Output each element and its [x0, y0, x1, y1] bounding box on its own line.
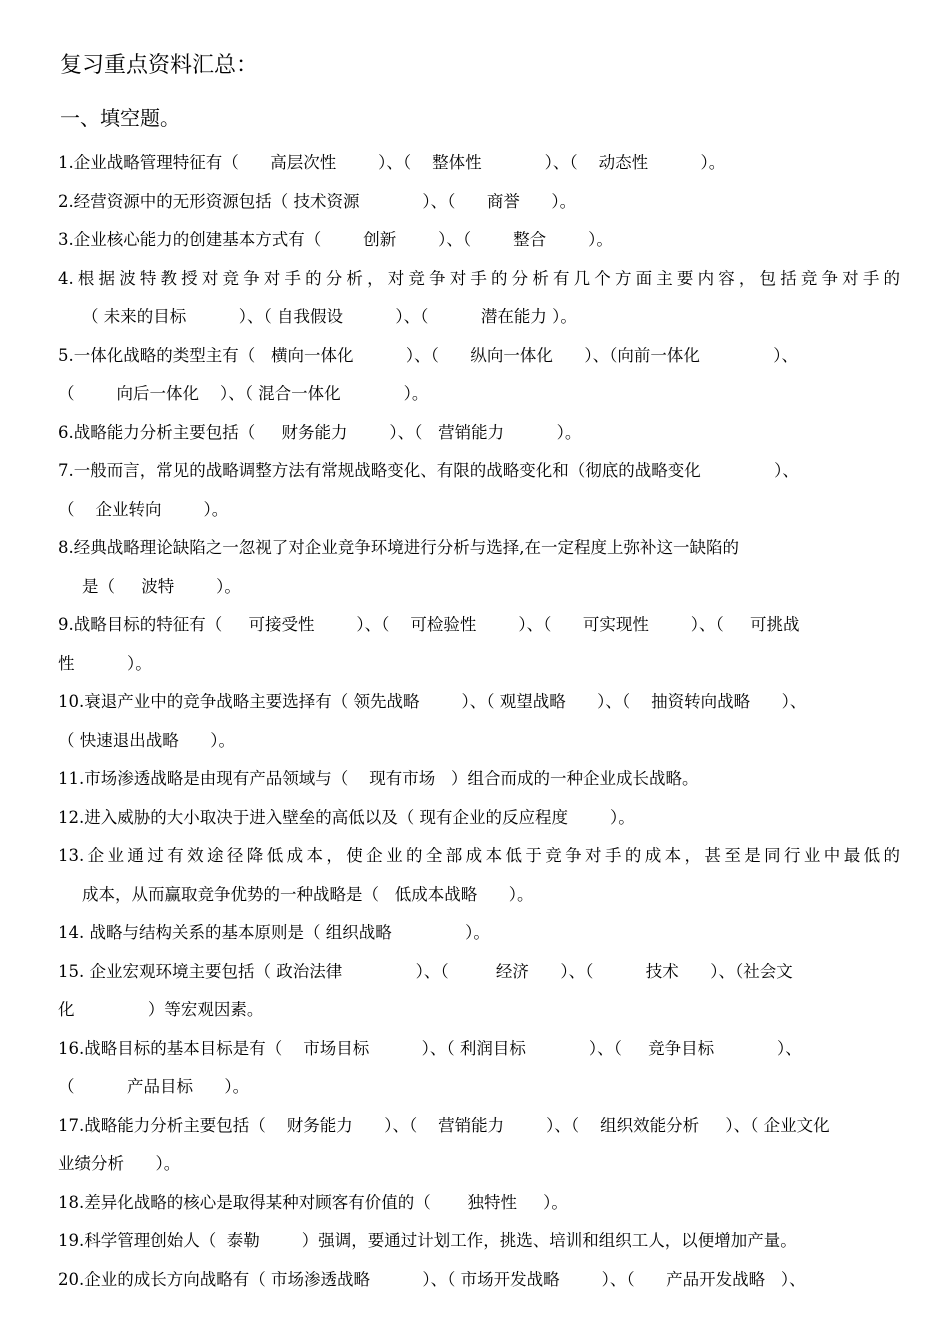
question-line: 4.根据波特教授对竞争对手的分析，对竞争对手的分析有几个方面主要内容，包括竞争对手的 [58, 268, 900, 288]
section-heading: 一、填空题。 [60, 106, 180, 130]
question-line: 18.差异化战略的核心是取得某种对顾客有价值的（ 独特性 ）。 [58, 1192, 568, 1212]
question-line-continuation: 化 ）等宏观因素。 [58, 1000, 264, 1019]
fill-in-blank-list [58, 144, 900, 1299]
question-line-continuation: （ 企业转向 ）。 [58, 499, 229, 519]
question-line: 19.科学管理创始人（ 泰勒 ）强调，要通过计划工作，挑选、培训和组织工人，以便增加产量。 [58, 1231, 797, 1250]
question-line: 15. 企业宏观环境主要包括（ 政治法律 ）、（ 经济 ）、（ 技术 ）、（社会文 [58, 961, 793, 981]
question-line-continuation: 业绩分析 ）。 [58, 1154, 181, 1173]
question-line: 1.企业战略管理特征有（ 高层次性 ）、（ 整体性 ）、（ 动态性 ）。 [58, 153, 726, 172]
question-line-continuation: （ 快速退出战略 ）。 [58, 730, 235, 750]
document-page [58, 48, 900, 1299]
question-line-continuation: （ 未来的目标 ）、（ 自我假设 ）、（ 潜在能力 ）。 [82, 307, 577, 326]
question-line: 10.衰退产业中的竞争战略主要选择有（ 领先战略 ）、（ 观望战略 ）、（ 抽资转向战略 ）、 [58, 692, 807, 711]
question-line-continuation: 是（ 波特 ）。 [82, 576, 241, 596]
question-line-continuation: （ 产品目标 ）。 [58, 1077, 250, 1096]
question-line: 11.市场渗透战略是由现有产品领域与（ 现有市场 ）组合而成的一种企业成长战略。 [58, 769, 699, 788]
question-line: 8.经典战略理论缺陷之一忽视了对企业竞争环境进行分析与选择,在一定程度上弥补这一缺陷的 [58, 538, 739, 557]
question-line-continuation: 性 ）。 [58, 653, 152, 673]
document-title: 复习重点资料汇总： [60, 53, 259, 78]
question-line: 17.战略能力分析主要包括（ 财务能力 ）、（ 营销能力 ）、（ 组织效能分析 ）、（ 企业文化 [58, 1115, 830, 1135]
question-line: 7.一般而言，常见的战略调整方法有常规战略变化、有限的战略变化和（彻底的战略变化 ）、 [58, 461, 799, 480]
question-line: 14. 战略与结构关系的基本原则是（ 组织战略 ）。 [58, 923, 490, 942]
question-line: 6.战略能力分析主要包括（ 财务能力 ）、（ 营销能力 ）。 [58, 422, 582, 442]
question-line: 12.进入威胁的大小取决于进入壁垒的高低以及（ 现有企业的反应程度 ）。 [58, 807, 635, 827]
question-line-continuation: （ 向后一体化 ）、（ 混合一体化 ）。 [58, 384, 429, 403]
question-line: 9.战略目标的特征有（ 可接受性 ）、（ 可检验性 ）、（ 可实现性 ）、（ 可挑战 [58, 615, 800, 634]
question-line-continuation: 成本，从而赢取竞争优势的一种战略是（ 低成本战略 ）。 [82, 884, 534, 904]
question-line: 13.企业通过有效途径降低成本，使企业的全部成本低于竞争对手的成本，甚至是同行业中最低的 [58, 846, 900, 865]
question-line: 3.企业核心能力的创建基本方式有（ 创新 ）、（ 整合 ）。 [58, 230, 613, 249]
question-line: 5.一体化战略的类型主有（ 横向一体化 ）、（ 纵向一体化 ）、（向前一体化 ）、 [58, 345, 799, 365]
question-line: 16.战略目标的基本目标是有（ 市场目标 ）、（ 利润目标 ）、（ 竞争目标 ）、 [58, 1038, 802, 1058]
question-line: 2.经营资源中的无形资源包括（ 技术资源 ）、（ 商誉 ）。 [58, 191, 577, 211]
question-line: 20.企业的成长方向战略有（ 市场渗透战略 ）、（ 市场开发战略 ）、（ 产品开发战略 ）、 [58, 1269, 806, 1289]
